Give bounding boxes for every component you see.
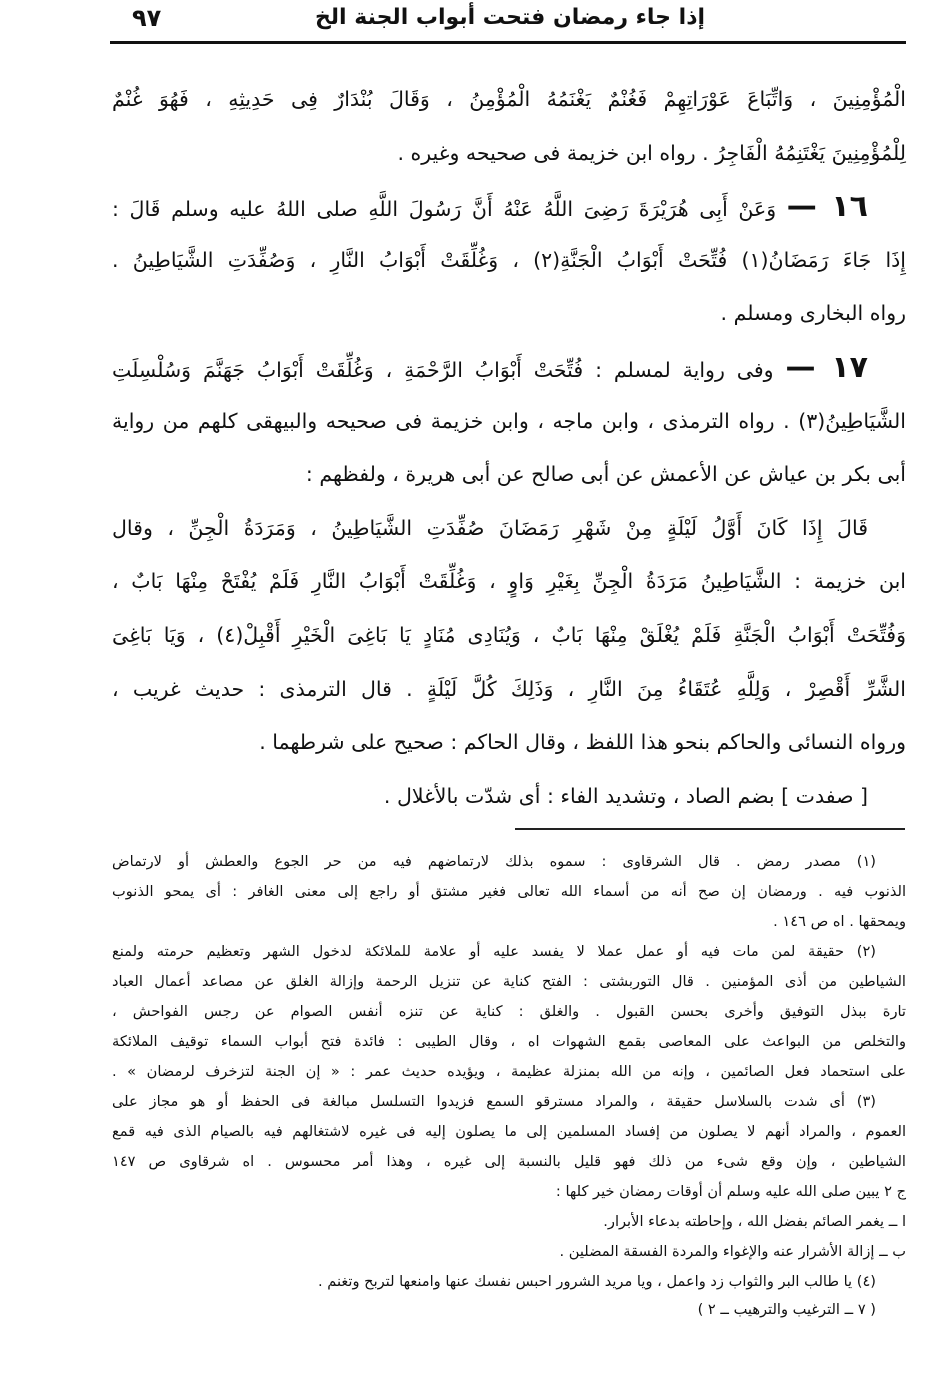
book-signature: ( ٧ ــ الترغيب والترهيب ــ ٢ ) — [697, 1301, 876, 1318]
footnote-line: الشياطين من أذى المؤمنين . قال التوربشتى : الفتح كناية عن تنزيل الرحمة وإزالة الغلق عن مصاعد أعمال العباد — [112, 973, 906, 990]
footnotes — [112, 847, 906, 1322]
page-number: ٩٧ — [132, 4, 162, 32]
text-line: ابن خزيمة : الشَّيَاطِينُ مَرَدَةُ الْجِنِّ بِغَيْرِ وَاوٍ ، وَغُلِّقَتْ أَبْوَابُ النَّارِ فَلَمْ يُفْتَحْ مِنْهَا بَابٌ ، — [112, 569, 906, 594]
running-header-title: إذا جاء رمضان فتحت أبواب الجنة الخ — [314, 5, 706, 30]
footnote-line: الشياطين ، وإن وقع شىء من ذلك فهو قليل بالنسبة إلى غيره ، وهذا أمر محسوس . اه شرقاوى ص ١٤٧ — [112, 1153, 906, 1170]
hadith-number: ١٧ — — [785, 349, 868, 385]
footnote-line: ا ــ يغمر الصائم بفضل الله ، وإحاطته بدعاء الأبرار. — [603, 1213, 906, 1230]
header-rule — [110, 41, 906, 44]
footnote-line: (٤) يا طالب البر والثواب زد واعمل ، ويا مريد الشرور احبس نفسك عنها وامنعها لتربح وتغنم . — [317, 1273, 876, 1290]
text-line: إِذَا جَاءَ رَمَضَانُ(١) فُتِّحَتْ أَبْوَابُ الْجَنَّةِ(٢) ، وَغُلِّقَتْ أَبْوَابُ النَّارِ ، وَصُفِّدَتِ الشَّيَاطِينُ . — [112, 247, 906, 272]
text-line: لِلْمُؤْمِنِينَ يَغْتَنِمُهُ الْفَاجِرُ . رواه ابن خزيمة فى صحيحه وغيره . — [397, 140, 906, 165]
footnote-line: (٣) أى شدت بالسلاسل حقيقة ، والمراد مسترقو السمع فزيدوا التسلسل مبالغة فى الحفظ أو هو مجاز على — [112, 1093, 876, 1110]
text-line: قَالَ إِذَا كَانَ أَوَّلُ لَيْلَةٍ مِنْ شَهْرِ رَمَضَانَ صُفِّدَتِ الشَّيَاطِينُ ، وَمَرَدَةُ الْجِنِّ ، وقال — [112, 515, 868, 540]
footnote-line: والتخلص من البواعث على المعاصى بقمع الشهوات اه ، وقال الطيبى : فائدة فتح أبواب السماء توقيف الملائكة — [112, 1033, 906, 1050]
text-line: الشَّيَاطِينُ(٣) . رواه الترمذى ، وابن ماجه ، وابن خزيمة فى صحيحه والبيهقى كلهم من رواية — [112, 408, 906, 433]
text-line: ورواه النسائى والحاكم بنحو هذا اللفظ ، وقال الحاكم : صحيح على شرطهما . — [259, 730, 906, 755]
text-line: وفى رواية لمسلم : فُتِّحَتْ أَبْوَابُ الرَّحْمَةِ ، وَغُلِّقَتْ أَبْوَابُ جَهَنَّمَ وَسُلْسِلَتِ — [112, 357, 774, 382]
footnote-line: ويمحقها . اه ص ١٤٦ . — [773, 913, 906, 930]
footnote-line: العموم ، والمراد أنهم لا يصلون من إفساد المسلمين إلى ما يصلون إليه فى غيره لاشتغالهم فيه بالصيام الذى فيه قمع — [112, 1123, 906, 1140]
text-line: وَعَنْ أَبِى هُرَيْرَةَ رَضِىَ اللَّهُ عَنْهُ أَنَّ رَسُولَ اللَّهِ صلى اللهُ عليه وسلم قَالَ : — [112, 197, 777, 222]
footnote-line: على استحماد فعل الصائمين ، وإنه من الله بمنزلة عظيمة ، ويؤيده حديث عمر : « إن الجنة لتزخرف لرمضان » . — [112, 1063, 906, 1080]
text-line: رواه البخارى ومسلم . — [720, 301, 906, 326]
footnote-separator — [515, 828, 905, 830]
text-line: أبى بكر بن عياش عن الأعمش عن أبى صالح عن أبى هريرة ، ولفظهم : — [305, 462, 906, 487]
text-line: الْمُؤْمِنِينَ ، وَاتِّبَاعَ عَوْرَاتِهِمْ فَغُنْمٌ يَغْنَمُهُ الْمُؤْمِنُ ، وَقَالَ بُنْدَارٌ فِى حَدِيثِهِ ، فَهُوَ غُنْمٌ — [112, 87, 906, 111]
hadith-16-line — [112, 180, 906, 234]
hadith-number: ١٦ — — [786, 189, 868, 225]
footnote-line: الذنوب فيه . ورمضان إن صح أنه من أسماء الله تعالى فغير مشتق أو راجع إلى معنى الغافر : أى يمحو الذنوب — [112, 883, 906, 900]
hadith-17-line — [112, 341, 906, 395]
footnote-line: (١) مصدر رمض . قال الشرقاوى : سموه بذلك لارتماضهم فيه من حر الجوع والعطش أو لارتماض — [112, 853, 876, 870]
footnote-line: (٢) حقيقة لمن مات فيه أو عمل عملا لا يفسد عليه أو علامة للملائكة لدخول الشهر وتعظيم حرمته ولمنع — [112, 943, 876, 960]
text-line: وَفُتِّحَتْ أَبْوَابُ الْجَنَّةِ فَلَمْ يُغْلَقْ مِنْهَا بَابٌ ، وَيُنَادِى مُنَادٍ يَا بَاغِىَ الْخَيْرِ أَقْبِلْ(٤) ، وَيَا بَاغِىَ — [112, 622, 906, 647]
footnote-line: تارة ببذل التوفيق وأخرى بحسن القبول . والغلق : كناية عن تنزه أنفس الصوام عن رجس الفواحش ، — [112, 1003, 906, 1020]
text-line: الشَّرِّ أَقْصِرْ ، وَلِلَّهِ عُتَقَاءُ مِنَ النَّارِ ، وَذَلِكَ كُلَّ لَيْلَةٍ . قال الترمذى : حديث غريب ، — [112, 676, 906, 701]
footnote-line: ج ٢ يبين صلى الله عليه وسلم أن أوقات رمضان خير كلها : — [555, 1183, 906, 1200]
footnote-line: ب ــ إزالة الأشرار عنه والإغواء والمردة الفسقة المضلين . — [559, 1243, 906, 1260]
gloss-line: [ صفدت ] بضم الصاد ، وتشديد الفاء : أى شدّت بالأغلال . — [383, 783, 868, 808]
main-text — [112, 73, 906, 823]
